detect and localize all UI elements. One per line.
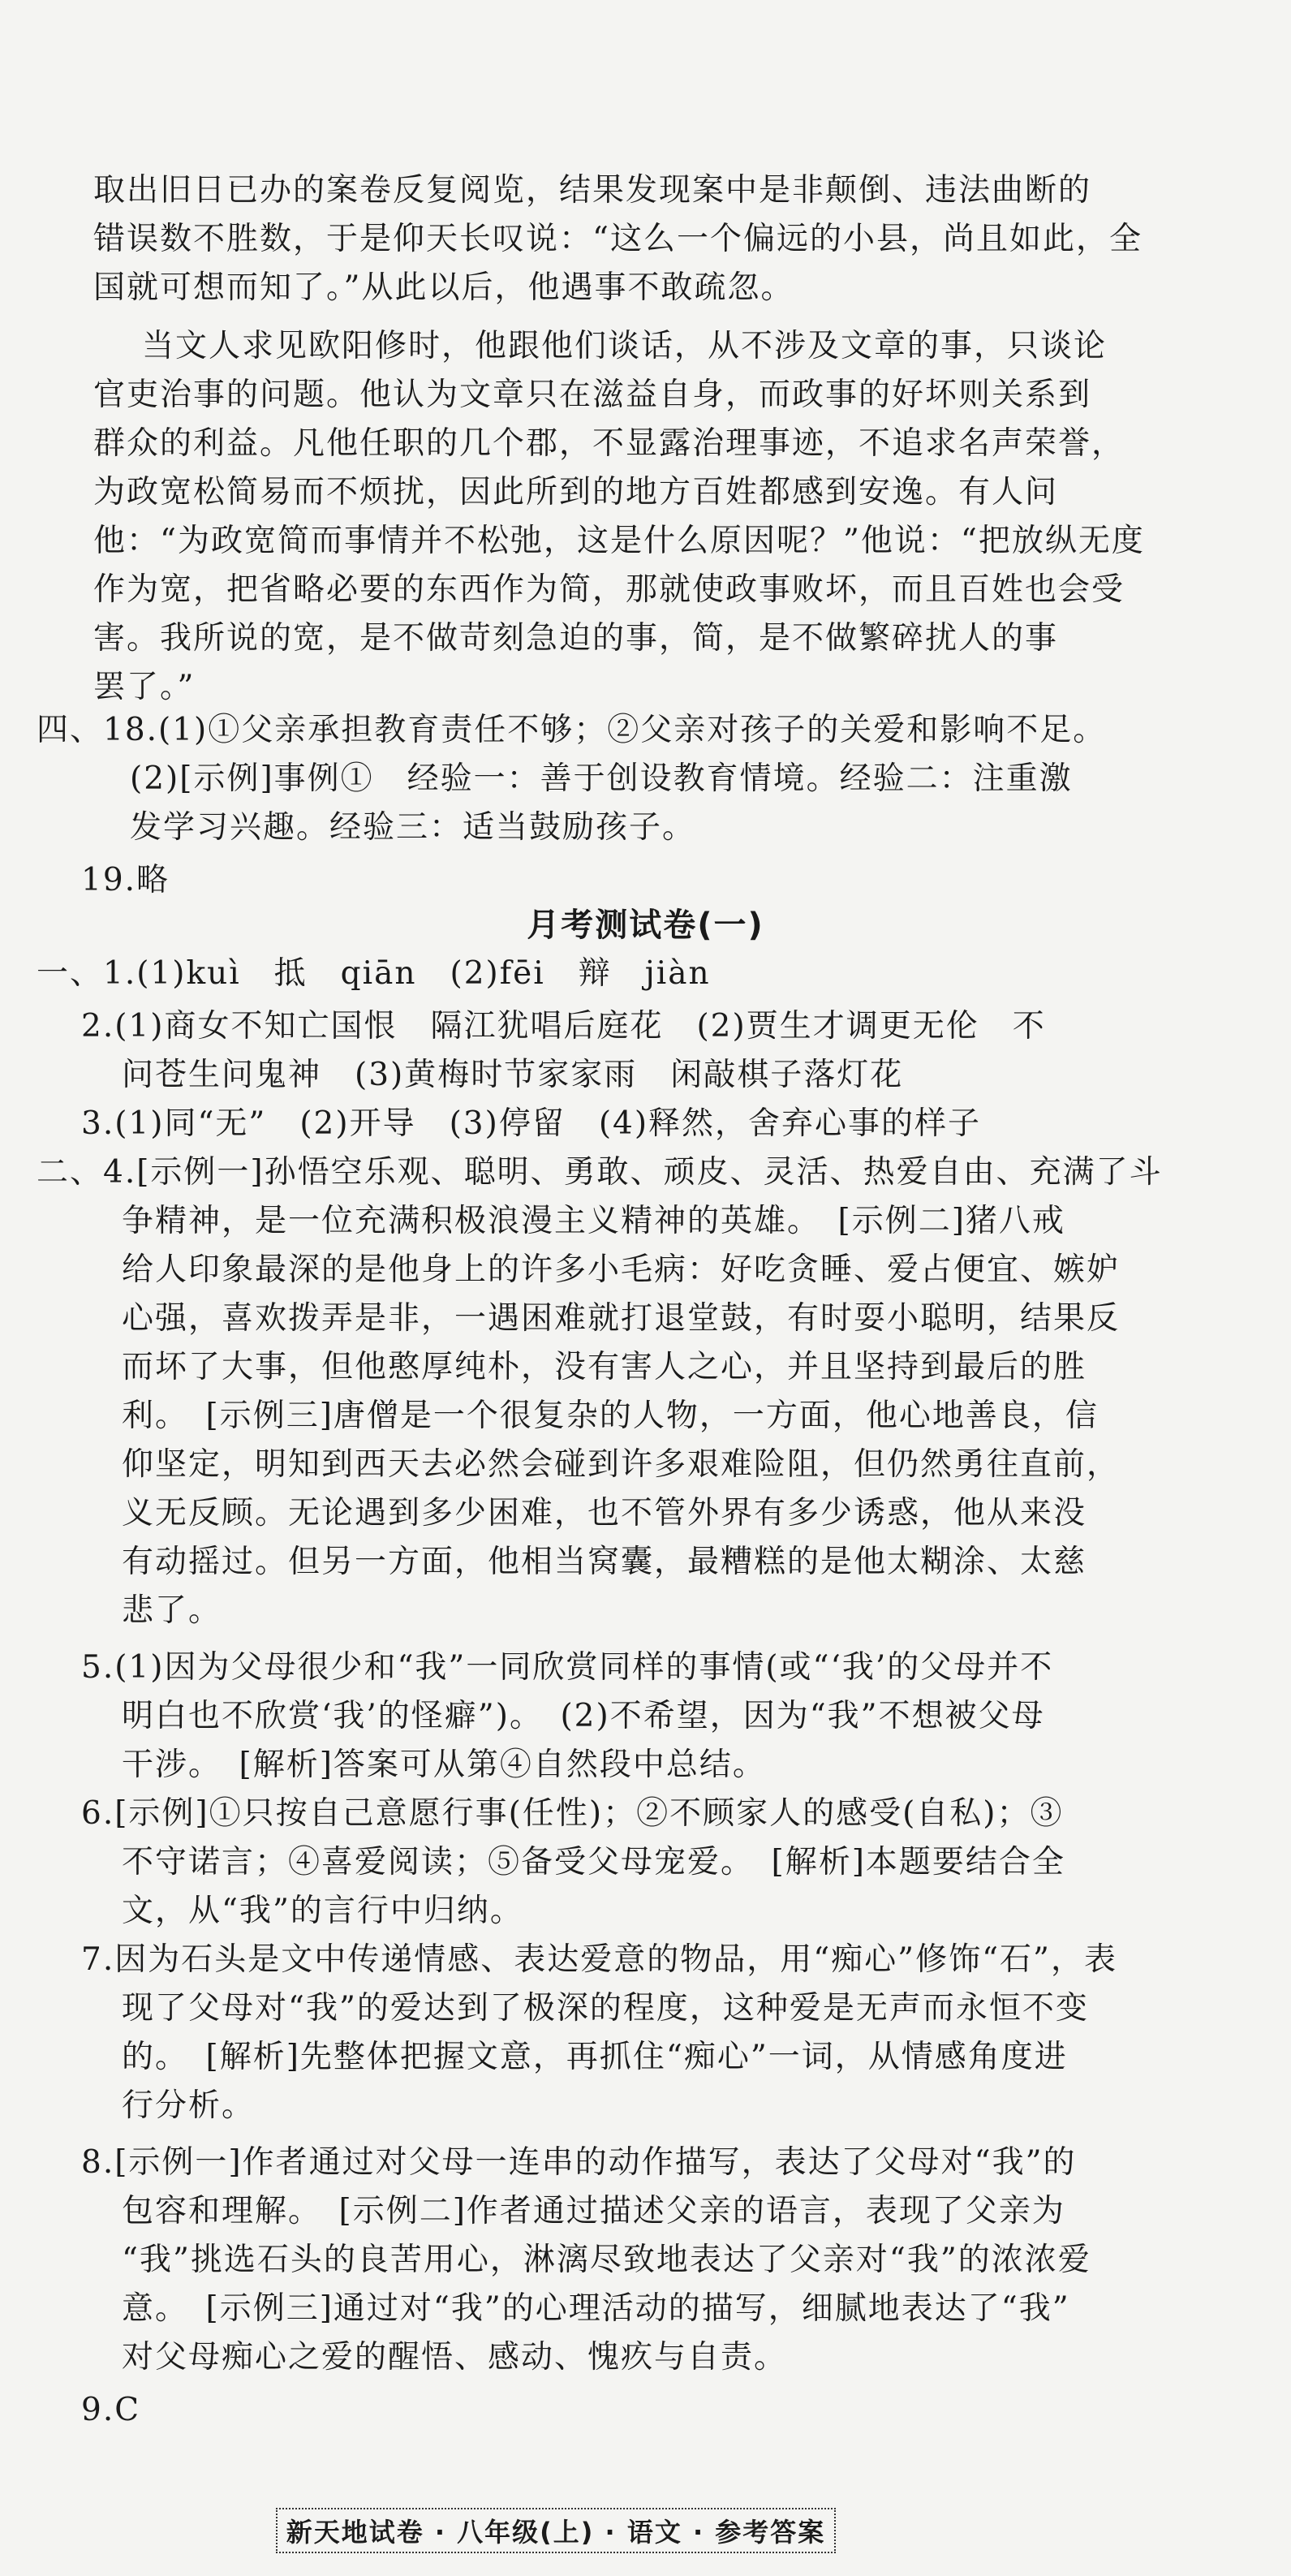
text-line: 明白也不欣赏‘我’的怪癖”)。 (2)不希望，因为“我”不想被父母 [122,1698,1045,1734]
text-line: 干涉。 [解析]答案可从第④自然段中总结。 [122,1747,766,1783]
text-line: 作为宽，把省略必要的东西作为简，那就使政事败坏，而且百姓也会受 [93,571,1125,608]
text-line: 悲了。 [122,1592,222,1629]
text-line: 群众的利益。凡他任职的几个郡，不显露治理事迹，不追求名声荣誉， [93,425,1125,462]
text-line: 争精神，是一位充满积极浪漫主义精神的英雄。 [示例二]猪八戒 [122,1203,1065,1239]
text-line: 有动摇过。但另一方面，他相当窝囊，最糟糕的是他太糊涂、太慈 [122,1544,1087,1580]
text-line: “我”挑选石头的良苦用心，淋漓尽致地表达了父亲对“我”的浓浓爱 [122,2242,1091,2278]
text-line: 官吏治事的问题。他认为文章只在滋益自身，而政事的好坏则关系到 [93,377,1092,413]
text-line: 利。 [示例三]唐僧是一个很复杂的人物，一方面，他心地善良，信 [122,1398,1099,1434]
text-line: 取出旧日已办的案卷反复阅览，结果发现案中是非颠倒、违法曲断的 [93,172,1092,209]
text-line: 文，从“我”的言行中归纳。 [122,1893,523,1929]
text-line: 5.(1)因为父母很少和“我”一同欣赏同样的事情(或“‘我’的父母并不 [81,1649,1054,1686]
text-line: 给人印象最深的是他身上的许多小毛病：好吃贪睡、爱占便宜、嫉妒 [122,1251,1121,1288]
text-line: 国就可想而知了。”从此以后，他遇事不敢疏忽。 [93,269,794,306]
text-line: 而坏了大事，但他憨厚纯朴，没有害人之心，并且坚持到最后的胜 [122,1349,1087,1385]
text-line: 他：“为政宽简而事情并不松弛，这是什么原因呢？”他说：“把放纵无度 [93,523,1145,559]
text-line: 二、4.[示例一]孙悟空乐观、聪明、勇敢、顽皮、灵活、热爱自由、充满了斗 [37,1154,1163,1191]
text-line: 四、18.(1)①父亲承担教育责任不够；②父亲对孩子的关爱和影响不足。 [37,712,1107,748]
text-line: 的。 [解析]先整体把握文意，再抓住“痴心”一词，从情感角度进 [122,2039,1068,2075]
section-title: 月考测试卷(一) [527,907,764,944]
text-line: 不守诺言；④喜爱阅读；⑤备受父母宠爱。 [解析]本题要结合全 [122,1844,1065,1880]
text-line: 意。 [示例三]通过对“我”的心理活动的描写，细腻地表达了“我” [122,2290,1070,2327]
text-line: 当文人求见欧阳修时，他跟他们谈话，从不涉及文章的事，只谈论 [142,328,1108,364]
text-line: 19.略 [81,862,170,898]
text-line: 行分析。 [122,2087,256,2124]
text-line: 罢了。” [93,669,196,705]
text-line: 为政宽松简易而不烦扰，因此所到的地方百姓都感到安逸。有人问 [93,474,1059,510]
text-line: 6.[示例]①只按自己意愿行事(任性)；②不顾家人的感受(自私)；③ [81,1795,1064,1832]
text-line: 心强，喜欢拨弄是非，一遇困难就打退堂鼓，有时耍小聪明，结果反 [122,1300,1121,1337]
text-line: 9.C [81,2392,141,2428]
text-line: 8.[示例一]作者通过对父母一连串的动作描写，表达了父母对“我”的 [81,2144,1077,2181]
text-line: 错误数不胜数，于是仰天长叹说：“这么一个偏远的小县，尚且如此，全 [93,221,1143,257]
footer-banner: 新天地试卷 · 八年级(上) · 语文 · 参考答案 [276,2508,836,2553]
text-line: 现了父母对“我”的爱达到了极深的程度，这种爱是无声而永恒不变 [122,1990,1089,2027]
text-line: (2)[示例]事例① 经验一：善于创设教育情境。经验二：注重激 [130,760,1073,797]
text-line: 2.(1)商女不知亡国恨 隔江犹唱后庭花 (2)贾生才调更无伦 不 [81,1008,1046,1045]
text-line: 7.因为石头是文中传递情感、表达爱意的物品，用“痴心”修饰“石”，表 [81,1941,1117,1978]
text-line: 害。我所说的宽，是不做苛刻急迫的事，简，是不做繁碎扰人的事 [93,620,1059,657]
text-line: 包容和理解。 [示例二]作者通过描述父亲的语言，表现了父亲为 [122,2193,1065,2229]
text-line: 问苍生问鬼神 (3)黄梅时节家家雨 闲敲棋子落灯花 [122,1057,904,1093]
text-line: 一、1.(1)kuì 抵 qiān (2)fēi 辩 jiàn [37,955,711,992]
text-line: 对父母痴心之爱的醒悟、感动、愧疚与自责。 [122,2339,788,2376]
text-line: 发学习兴趣。经验三：适当鼓励孩子。 [130,809,696,846]
text-line: 义无反顾。无论遇到多少困难，也不管外界有多少诱惑，他从来没 [122,1495,1087,1531]
text-line: 仰坚定，明知到西天去必然会碰到许多艰难险阻，但仍然勇往直前， [122,1446,1121,1483]
text-line: 3.(1)同“无” (2)开导 (3)停留 (4)释然，舍弃心事的样子 [81,1105,982,1142]
